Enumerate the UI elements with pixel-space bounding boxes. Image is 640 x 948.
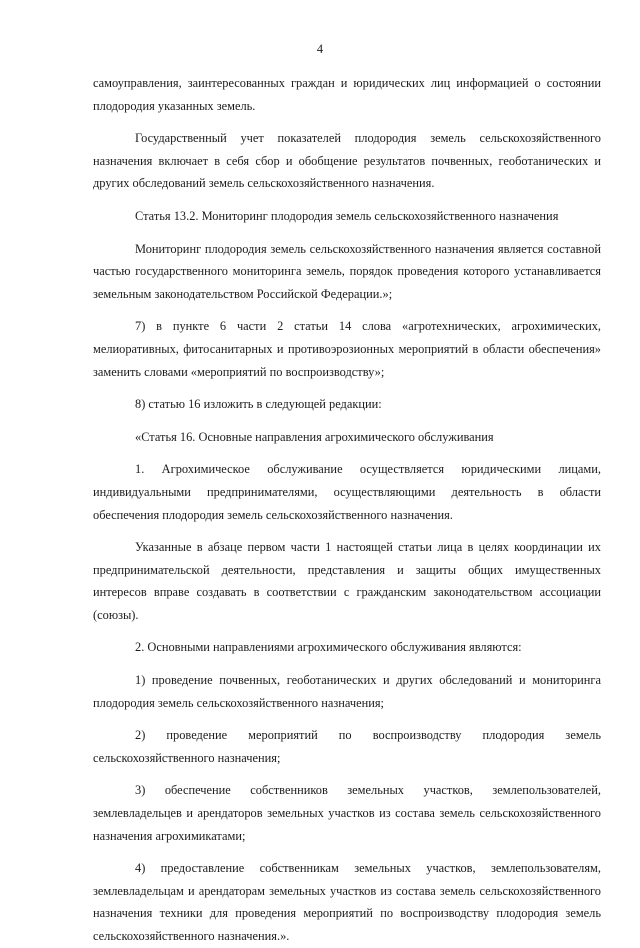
paragraph: Указанные в абзаце первом части 1 настоящей статьи лица в целях координации их предпринимательской деятельности, представления и защиты общих имущественных интересов вправе создавать в соответствии с гражданским законодательством ассоциации (союзы). <box>93 540 601 622</box>
document-body <box>93 72 601 948</box>
list-item: 4) предоставление собственникам земельных участков, землепользователям, землевладельцам и арендаторам земельных участков из состава земель сельскохозяйственного назначения техники для проведения мероприятий по воспроизводству плодородия земель сельскохозяйственного назначения.». <box>93 861 601 943</box>
paragraph: Мониторинг плодородия земель сельскохозяйственного назначения является составной частью государственного мониторинга земель, порядок проведения которого устанавливается земельным законодательством Российской Федерации.»; <box>93 241 601 301</box>
paragraph: 1. Агрохимическое обслуживание осуществляется юридическими лицами, индивидуальными предпринимателями, осуществляющими деятельность в области обеспечения плодородия земель сельскохозяйственного назначения. <box>93 462 601 522</box>
list-item: 2) проведение мероприятий по воспроизводству плодородия земель сельскохозяйственного назначения; <box>93 728 601 765</box>
paragraph: 2. Основными направлениями агрохимического обслуживания являются: <box>135 640 522 655</box>
list-item: 3) обеспечение собственников земельных участков, землепользователей, землевладельцев и арендаторов земельных участков из состава земель сельскохозяйственного назначения агрохимикатами; <box>93 783 601 843</box>
page-number: 4 <box>316 42 324 56</box>
article-heading: «Статья 16. Основные направления агрохимического обслуживания <box>135 429 494 444</box>
list-item: 1) проведение почвенных, геоботанических и других обследований и мониторинга плодородия земель сельскохозяйственного назначения; <box>93 673 601 710</box>
article-heading: Статья 13.2. Мониторинг плодородия земель сельскохозяйственного назначения <box>135 208 559 223</box>
paragraph: самоуправления, заинтересованных граждан и юридических лиц информацией о состоянии плодородия указанных земель. <box>93 76 601 113</box>
paragraph: 8) статью 16 изложить в следующей редакции: <box>135 397 382 412</box>
paragraph: 7) в пункте 6 части 2 статьи 14 слова «агротехнических, агрохимических, мелиоративных, фитосанитарных и противоэрозионных мероприятий в области обеспечения» заменить словами «мероприятий по воспроизводству»; <box>93 319 601 379</box>
paragraph: Государственный учет показателей плодородия земель сельскохозяйственного назначения включает в себя сбор и обобщение результатов почвенных, геоботанических и других обследований земель сельскохозяйственного назначения. <box>93 131 601 191</box>
